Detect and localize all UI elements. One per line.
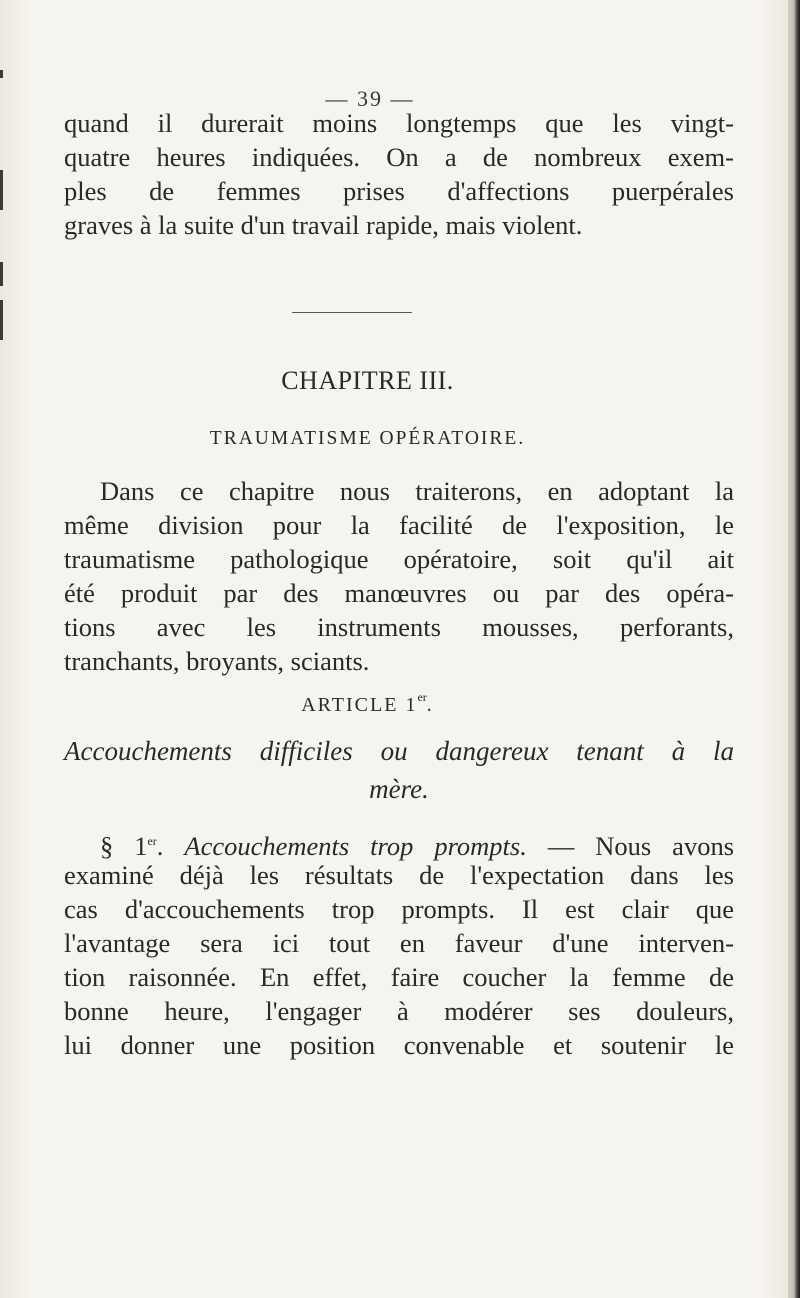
text-line: traumatisme pathologique opératoire, soit qu'il ait — [64, 544, 734, 574]
text-line: graves à la suite d'un travail rapide, mais violent. — [64, 210, 583, 240]
section-title: Accouchements trop prompts. — [184, 831, 527, 861]
chapter-subtitle: TRAUMATISME OPÉRATOIRE. — [209, 428, 526, 449]
text-line: Dans ce chapitre nous traiterons, en adoptant la — [100, 476, 734, 506]
page-number: — 39 — — [325, 86, 415, 111]
text-line: même division pour la facilité de l'exposition, le — [64, 510, 734, 540]
text-line: tion raisonnée. En effet, faire coucher la femme de — [64, 962, 734, 992]
text-line: quand il durerait moins longtemps que les vingt- — [64, 108, 734, 138]
text-line: lui donner une position convenable et soutenir le — [64, 1030, 734, 1060]
article-title-line: Accouchements difficiles ou dangereux tenant à la — [64, 736, 734, 766]
article-title-line: mère. — [369, 774, 429, 804]
text-line: tranchants, broyants, sciants. — [64, 646, 370, 676]
article-heading-prefix: ARTICLE 1 — [301, 694, 418, 716]
section-mark: § 1 — [100, 831, 148, 861]
text-line: examiné déjà les résultats de l'expectation dans les — [64, 860, 734, 890]
section-dash-text: — Nous avons — [547, 831, 735, 861]
chapter-title: CHAPITRE III. — [281, 366, 454, 395]
scan-mark — [0, 300, 3, 340]
text-line: quatre heures indiquées. On a de nombreux exem- — [64, 142, 734, 172]
text-line: cas d'accouchements trop prompts. Il est clair que — [64, 894, 734, 924]
scan-edge — [788, 0, 800, 1298]
section-mark-sup: er — [147, 834, 157, 848]
text-line: bonne heure, l'engager à modérer ses douleurs, — [64, 996, 734, 1026]
section-mark-dot: . — [156, 831, 164, 861]
text-line: l'avantage sera ici tout en faveur d'une interven- — [64, 928, 734, 958]
article-heading — [0, 690, 735, 717]
scan-mark — [0, 170, 3, 210]
article-heading-sup: er — [417, 690, 427, 704]
divider-rule — [292, 312, 412, 313]
text-line: ples de femmes prises d'affections puerpérales — [64, 176, 734, 206]
scan-mark — [0, 262, 3, 286]
scan-mark — [0, 70, 3, 78]
article-heading-suffix: . — [426, 694, 434, 716]
text-line: tions avec les instruments mousses, perforants, — [64, 612, 734, 642]
text-line: été produit par des manœuvres ou par des opéra- — [64, 578, 734, 608]
